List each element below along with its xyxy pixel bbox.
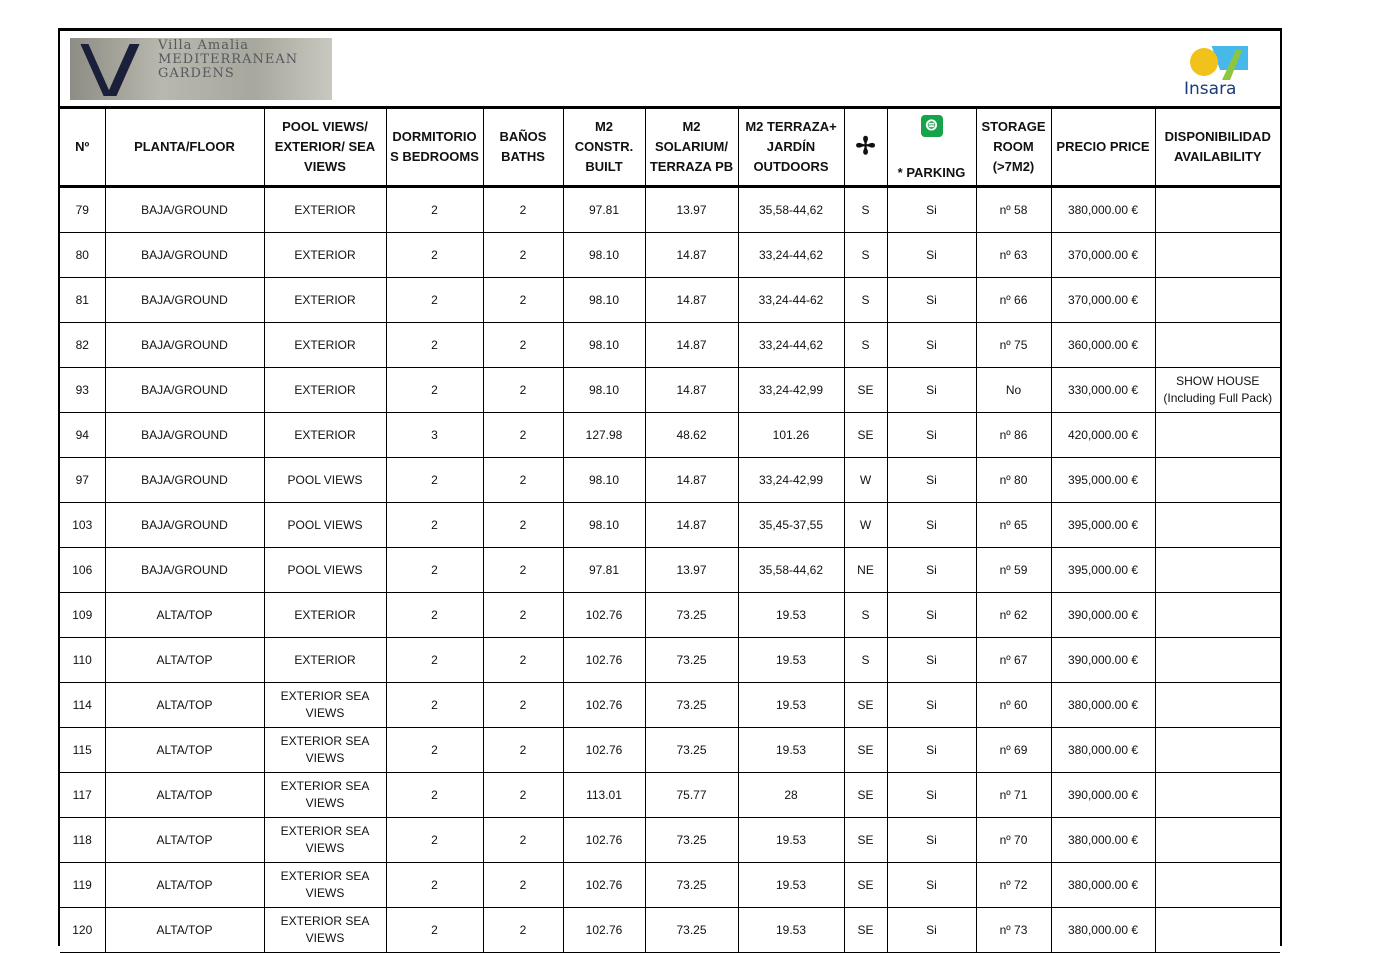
cell-parking: Si [887, 278, 976, 323]
cell-terrace-area: 19.53 [738, 593, 844, 638]
cell-terrace-area: 35,58-44,62 [738, 187, 844, 233]
cell-parking: Si [887, 187, 976, 233]
cell-built-area: 102.76 [563, 593, 645, 638]
cell-availability [1155, 818, 1280, 863]
insara-logo-sun [1190, 48, 1218, 76]
cell-built-area: 98.10 [563, 233, 645, 278]
cell-built-area: 127.98 [563, 413, 645, 458]
cell-solarium-area: 73.25 [645, 818, 738, 863]
cell-built-area: 102.76 [563, 908, 645, 953]
cell-baths: 2 [483, 863, 563, 908]
cell-baths: 2 [483, 908, 563, 953]
col-header-bedrooms: DORMITORIO S BEDROOMS [386, 109, 483, 187]
col-header-views: POOL VIEWS/ EXTERIOR/ SEA VIEWS [264, 109, 386, 187]
cell-bedrooms: 2 [386, 323, 483, 368]
availability-table [60, 108, 1280, 953]
cell-parking: Si [887, 368, 976, 413]
cell-storage-room: nº 59 [976, 548, 1051, 593]
cell-views: EXTERIOR SEA VIEWS [264, 773, 386, 818]
cell-views: EXTERIOR [264, 413, 386, 458]
cell-price: 360,000.00 € [1051, 323, 1155, 368]
cell-unit-number: 115 [60, 728, 105, 773]
cell-parking: Si [887, 818, 976, 863]
cell-built-area: 102.76 [563, 818, 645, 863]
table-row [60, 728, 1280, 773]
col-header-no: Nº [60, 109, 105, 187]
cell-parking: Si [887, 548, 976, 593]
cell-floor: ALTA/TOP [105, 908, 264, 953]
table-row [60, 638, 1280, 683]
cell-bedrooms: 2 [386, 728, 483, 773]
cell-baths: 2 [483, 683, 563, 728]
cell-bedrooms: 2 [386, 908, 483, 953]
cell-views: EXTERIOR [264, 233, 386, 278]
cell-price: 370,000.00 € [1051, 278, 1155, 323]
table-row [60, 278, 1280, 323]
cell-floor: ALTA/TOP [105, 638, 264, 683]
cell-baths: 2 [483, 458, 563, 503]
cell-storage-room: nº 70 [976, 818, 1051, 863]
cell-storage-room: nº 73 [976, 908, 1051, 953]
cell-floor: ALTA/TOP [105, 683, 264, 728]
cell-storage-room: nº 86 [976, 413, 1051, 458]
cell-availability [1155, 773, 1280, 818]
cell-baths: 2 [483, 638, 563, 683]
cell-floor: ALTA/TOP [105, 593, 264, 638]
cell-built-area: 98.10 [563, 278, 645, 323]
cell-views: EXTERIOR SEA VIEWS [264, 728, 386, 773]
cell-price: 330,000.00 € [1051, 368, 1155, 413]
table-row [60, 187, 1280, 233]
cell-storage-room: nº 67 [976, 638, 1051, 683]
logo-mark-stroke [106, 44, 139, 96]
cell-unit-number: 82 [60, 323, 105, 368]
logo-text [158, 39, 298, 81]
cell-unit-number: 80 [60, 233, 105, 278]
cell-availability [1155, 503, 1280, 548]
cell-unit-number: 103 [60, 503, 105, 548]
cell-solarium-area: 73.25 [645, 593, 738, 638]
cell-orientation: S [844, 233, 887, 278]
cell-storage-room: nº 65 [976, 503, 1051, 548]
cell-floor: ALTA/TOP [105, 773, 264, 818]
cell-unit-number: 93 [60, 368, 105, 413]
cell-built-area: 98.10 [563, 503, 645, 548]
cell-availability [1155, 187, 1280, 233]
cell-availability [1155, 548, 1280, 593]
cell-solarium-area: 13.97 [645, 187, 738, 233]
logo-line: GARDENS [158, 66, 235, 81]
table-row [60, 773, 1280, 818]
cell-solarium-area: 14.87 [645, 458, 738, 503]
cell-built-area: 98.10 [563, 458, 645, 503]
cell-solarium-area: 14.87 [645, 323, 738, 368]
col-header-parking [887, 109, 976, 187]
cell-price: 380,000.00 € [1051, 187, 1155, 233]
cell-availability [1155, 728, 1280, 773]
cell-orientation: S [844, 278, 887, 323]
cell-views: POOL VIEWS [264, 548, 386, 593]
cell-unit-number: 109 [60, 593, 105, 638]
cell-bedrooms: 2 [386, 368, 483, 413]
cell-built-area: 97.81 [563, 548, 645, 593]
cell-views: POOL VIEWS [264, 503, 386, 548]
cell-storage-room: nº 58 [976, 187, 1051, 233]
cell-parking: Si [887, 683, 976, 728]
cell-floor: BAJA/GROUND [105, 548, 264, 593]
cell-unit-number: 106 [60, 548, 105, 593]
cell-availability [1155, 278, 1280, 323]
cell-availability [1155, 323, 1280, 368]
col-header-baths: BAÑOS BATHS [483, 109, 563, 187]
cell-price: 380,000.00 € [1051, 863, 1155, 908]
col-header-storage: STORAGE ROOM (>7M2) [976, 109, 1051, 187]
cell-unit-number: 81 [60, 278, 105, 323]
cell-bedrooms: 2 [386, 818, 483, 863]
cell-views: EXTERIOR [264, 278, 386, 323]
villa-amalia-logo [70, 38, 332, 100]
logo-line: Villa Amalia [158, 38, 250, 53]
cell-baths: 2 [483, 323, 563, 368]
cell-solarium-area: 75.77 [645, 773, 738, 818]
cell-terrace-area: 19.53 [738, 908, 844, 953]
cell-floor: ALTA/TOP [105, 818, 264, 863]
cell-terrace-area: 35,45-37,55 [738, 503, 844, 548]
cell-floor: ALTA/TOP [105, 863, 264, 908]
cell-floor: ALTA/TOP [105, 728, 264, 773]
cell-availability: SHOW HOUSE (Including Full Pack) [1155, 368, 1280, 413]
cell-terrace-area: 19.53 [738, 818, 844, 863]
cell-bedrooms: 2 [386, 683, 483, 728]
table-row [60, 233, 1280, 278]
cell-unit-number: 94 [60, 413, 105, 458]
table-row [60, 863, 1280, 908]
cell-solarium-area: 13.97 [645, 548, 738, 593]
cell-availability [1155, 233, 1280, 278]
cell-baths: 2 [483, 773, 563, 818]
cell-parking: Si [887, 413, 976, 458]
cell-orientation: W [844, 503, 887, 548]
cell-unit-number: 79 [60, 187, 105, 233]
cell-availability [1155, 638, 1280, 683]
cell-storage-room: nº 72 [976, 863, 1051, 908]
cell-bedrooms: 2 [386, 278, 483, 323]
cell-orientation: SE [844, 368, 887, 413]
insara-logo [1182, 44, 1250, 100]
cell-availability [1155, 863, 1280, 908]
cell-parking: Si [887, 773, 976, 818]
cell-built-area: 102.76 [563, 863, 645, 908]
logo-mark-stroke [80, 44, 111, 96]
cell-bedrooms: 2 [386, 638, 483, 683]
cell-built-area: 98.10 [563, 368, 645, 413]
cell-price: 390,000.00 € [1051, 638, 1155, 683]
cell-terrace-area: 35,58-44,62 [738, 548, 844, 593]
cell-storage-room: nº 80 [976, 458, 1051, 503]
cell-views: POOL VIEWS [264, 458, 386, 503]
table-row [60, 368, 1280, 413]
cell-unit-number: 114 [60, 683, 105, 728]
cell-bedrooms: 2 [386, 503, 483, 548]
cell-baths: 2 [483, 503, 563, 548]
table-row [60, 458, 1280, 503]
cell-terrace-area: 33,24-42,99 [738, 368, 844, 413]
cell-price: 370,000.00 € [1051, 233, 1155, 278]
col-header-floor: PLANTA/FLOOR [105, 109, 264, 187]
cell-built-area: 98.10 [563, 323, 645, 368]
cell-baths: 2 [483, 593, 563, 638]
cell-bedrooms: 2 [386, 593, 483, 638]
cell-availability [1155, 593, 1280, 638]
compass-icon: ✢ [855, 132, 876, 160]
cell-baths: 2 [483, 413, 563, 458]
cell-price: 395,000.00 € [1051, 548, 1155, 593]
cell-orientation: SE [844, 818, 887, 863]
cell-unit-number: 110 [60, 638, 105, 683]
cell-storage-room: nº 60 [976, 683, 1051, 728]
cell-price: 380,000.00 € [1051, 683, 1155, 728]
cell-views: EXTERIOR SEA VIEWS [264, 908, 386, 953]
cell-terrace-area: 33,24-44,62 [738, 233, 844, 278]
cell-floor: BAJA/GROUND [105, 413, 264, 458]
cell-storage-room: nº 71 [976, 773, 1051, 818]
table-row [60, 548, 1280, 593]
cell-baths: 2 [483, 368, 563, 413]
parking-icon: ⊜ [921, 115, 943, 137]
cell-floor: BAJA/GROUND [105, 323, 264, 368]
cell-floor: BAJA/GROUND [105, 368, 264, 413]
table-row [60, 323, 1280, 368]
cell-orientation: S [844, 593, 887, 638]
cell-unit-number: 97 [60, 458, 105, 503]
cell-built-area: 97.81 [563, 187, 645, 233]
cell-price: 395,000.00 € [1051, 458, 1155, 503]
cell-bedrooms: 2 [386, 548, 483, 593]
cell-views: EXTERIOR SEA VIEWS [264, 683, 386, 728]
price-sheet [58, 28, 1282, 946]
cell-terrace-area: 19.53 [738, 683, 844, 728]
cell-terrace-area: 33,24-44,62 [738, 323, 844, 368]
cell-views: EXTERIOR [264, 368, 386, 413]
cell-orientation: W [844, 458, 887, 503]
cell-views: EXTERIOR SEA VIEWS [264, 818, 386, 863]
cell-availability [1155, 413, 1280, 458]
cell-built-area: 113.01 [563, 773, 645, 818]
cell-solarium-area: 73.25 [645, 638, 738, 683]
cell-terrace-area: 101.26 [738, 413, 844, 458]
logo-line: MEDITERRANEAN [158, 52, 299, 67]
cell-terrace-area: 33,24-42,99 [738, 458, 844, 503]
col-header-solarium: M2 SOLARIUM/ TERRAZA PB [645, 109, 738, 187]
col-header-availability: DISPONIBILIDAD AVAILABILITY [1155, 109, 1280, 187]
cell-baths: 2 [483, 278, 563, 323]
cell-orientation: SE [844, 683, 887, 728]
cell-price: 390,000.00 € [1051, 593, 1155, 638]
cell-parking: Si [887, 458, 976, 503]
cell-price: 390,000.00 € [1051, 773, 1155, 818]
cell-terrace-area: 19.53 [738, 728, 844, 773]
cell-unit-number: 117 [60, 773, 105, 818]
table-row [60, 593, 1280, 638]
cell-terrace-area: 28 [738, 773, 844, 818]
cell-views: EXTERIOR [264, 638, 386, 683]
cell-bedrooms: 3 [386, 413, 483, 458]
cell-bedrooms: 2 [386, 187, 483, 233]
cell-floor: BAJA/GROUND [105, 187, 264, 233]
cell-parking: Si [887, 863, 976, 908]
table-header-row [60, 109, 1280, 187]
cell-parking: Si [887, 638, 976, 683]
cell-storage-room: nº 63 [976, 233, 1051, 278]
cell-orientation: NE [844, 548, 887, 593]
cell-orientation: SE [844, 908, 887, 953]
cell-solarium-area: 14.87 [645, 368, 738, 413]
cell-built-area: 102.76 [563, 728, 645, 773]
cell-solarium-area: 73.25 [645, 728, 738, 773]
cell-views: EXTERIOR [264, 187, 386, 233]
cell-baths: 2 [483, 187, 563, 233]
cell-orientation: S [844, 638, 887, 683]
cell-price: 395,000.00 € [1051, 503, 1155, 548]
cell-orientation: S [844, 323, 887, 368]
cell-solarium-area: 14.87 [645, 503, 738, 548]
table-row [60, 818, 1280, 863]
cell-floor: BAJA/GROUND [105, 233, 264, 278]
cell-bedrooms: 2 [386, 458, 483, 503]
cell-views: EXTERIOR SEA VIEWS [264, 863, 386, 908]
cell-parking: Si [887, 728, 976, 773]
cell-baths: 2 [483, 728, 563, 773]
cell-built-area: 102.76 [563, 638, 645, 683]
cell-orientation: SE [844, 413, 887, 458]
cell-parking: Si [887, 593, 976, 638]
cell-floor: BAJA/GROUND [105, 278, 264, 323]
cell-baths: 2 [483, 818, 563, 863]
cell-floor: BAJA/GROUND [105, 458, 264, 503]
cell-orientation: SE [844, 773, 887, 818]
cell-parking: Si [887, 233, 976, 278]
cell-terrace-area: 33,24-44-62 [738, 278, 844, 323]
cell-parking: Si [887, 323, 976, 368]
cell-parking: Si [887, 503, 976, 548]
cell-bedrooms: 2 [386, 773, 483, 818]
col-header-terrace: M2 TERRAZA+ JARDÍN OUTDOORS [738, 109, 844, 187]
cell-availability [1155, 683, 1280, 728]
col-header-orientation [844, 109, 887, 187]
cell-price: 380,000.00 € [1051, 728, 1155, 773]
cell-orientation: SE [844, 728, 887, 773]
cell-solarium-area: 14.87 [645, 278, 738, 323]
cell-solarium-area: 73.25 [645, 863, 738, 908]
cell-availability [1155, 458, 1280, 503]
cell-solarium-area: 14.87 [645, 233, 738, 278]
cell-solarium-area: 73.25 [645, 683, 738, 728]
cell-storage-room: No [976, 368, 1051, 413]
cell-price: 420,000.00 € [1051, 413, 1155, 458]
col-header-price: PRECIO PRICE [1051, 109, 1155, 187]
cell-terrace-area: 19.53 [738, 863, 844, 908]
parking-label: * PARKING [897, 165, 966, 180]
cell-baths: 2 [483, 233, 563, 278]
cell-orientation: SE [844, 863, 887, 908]
cell-price: 380,000.00 € [1051, 818, 1155, 863]
col-header-built: M2 CONSTR. BUILT [563, 109, 645, 187]
cell-unit-number: 120 [60, 908, 105, 953]
cell-views: EXTERIOR [264, 593, 386, 638]
cell-solarium-area: 73.25 [645, 908, 738, 953]
cell-baths: 2 [483, 548, 563, 593]
cell-storage-room: nº 66 [976, 278, 1051, 323]
cell-solarium-area: 48.62 [645, 413, 738, 458]
cell-views: EXTERIOR [264, 323, 386, 368]
cell-bedrooms: 2 [386, 233, 483, 278]
cell-floor: BAJA/GROUND [105, 503, 264, 548]
cell-price: 380,000.00 € [1051, 908, 1155, 953]
cell-unit-number: 118 [60, 818, 105, 863]
insara-logo-text: Insara [1184, 79, 1237, 99]
cell-unit-number: 119 [60, 863, 105, 908]
cell-storage-room: nº 62 [976, 593, 1051, 638]
cell-storage-room: nº 69 [976, 728, 1051, 773]
cell-storage-room: nº 75 [976, 323, 1051, 368]
cell-built-area: 102.76 [563, 683, 645, 728]
cell-bedrooms: 2 [386, 863, 483, 908]
header-banner [60, 31, 1280, 108]
table-row [60, 413, 1280, 458]
table-row [60, 503, 1280, 548]
table-row [60, 683, 1280, 728]
cell-parking: Si [887, 908, 976, 953]
cell-orientation: S [844, 187, 887, 233]
cell-terrace-area: 19.53 [738, 638, 844, 683]
